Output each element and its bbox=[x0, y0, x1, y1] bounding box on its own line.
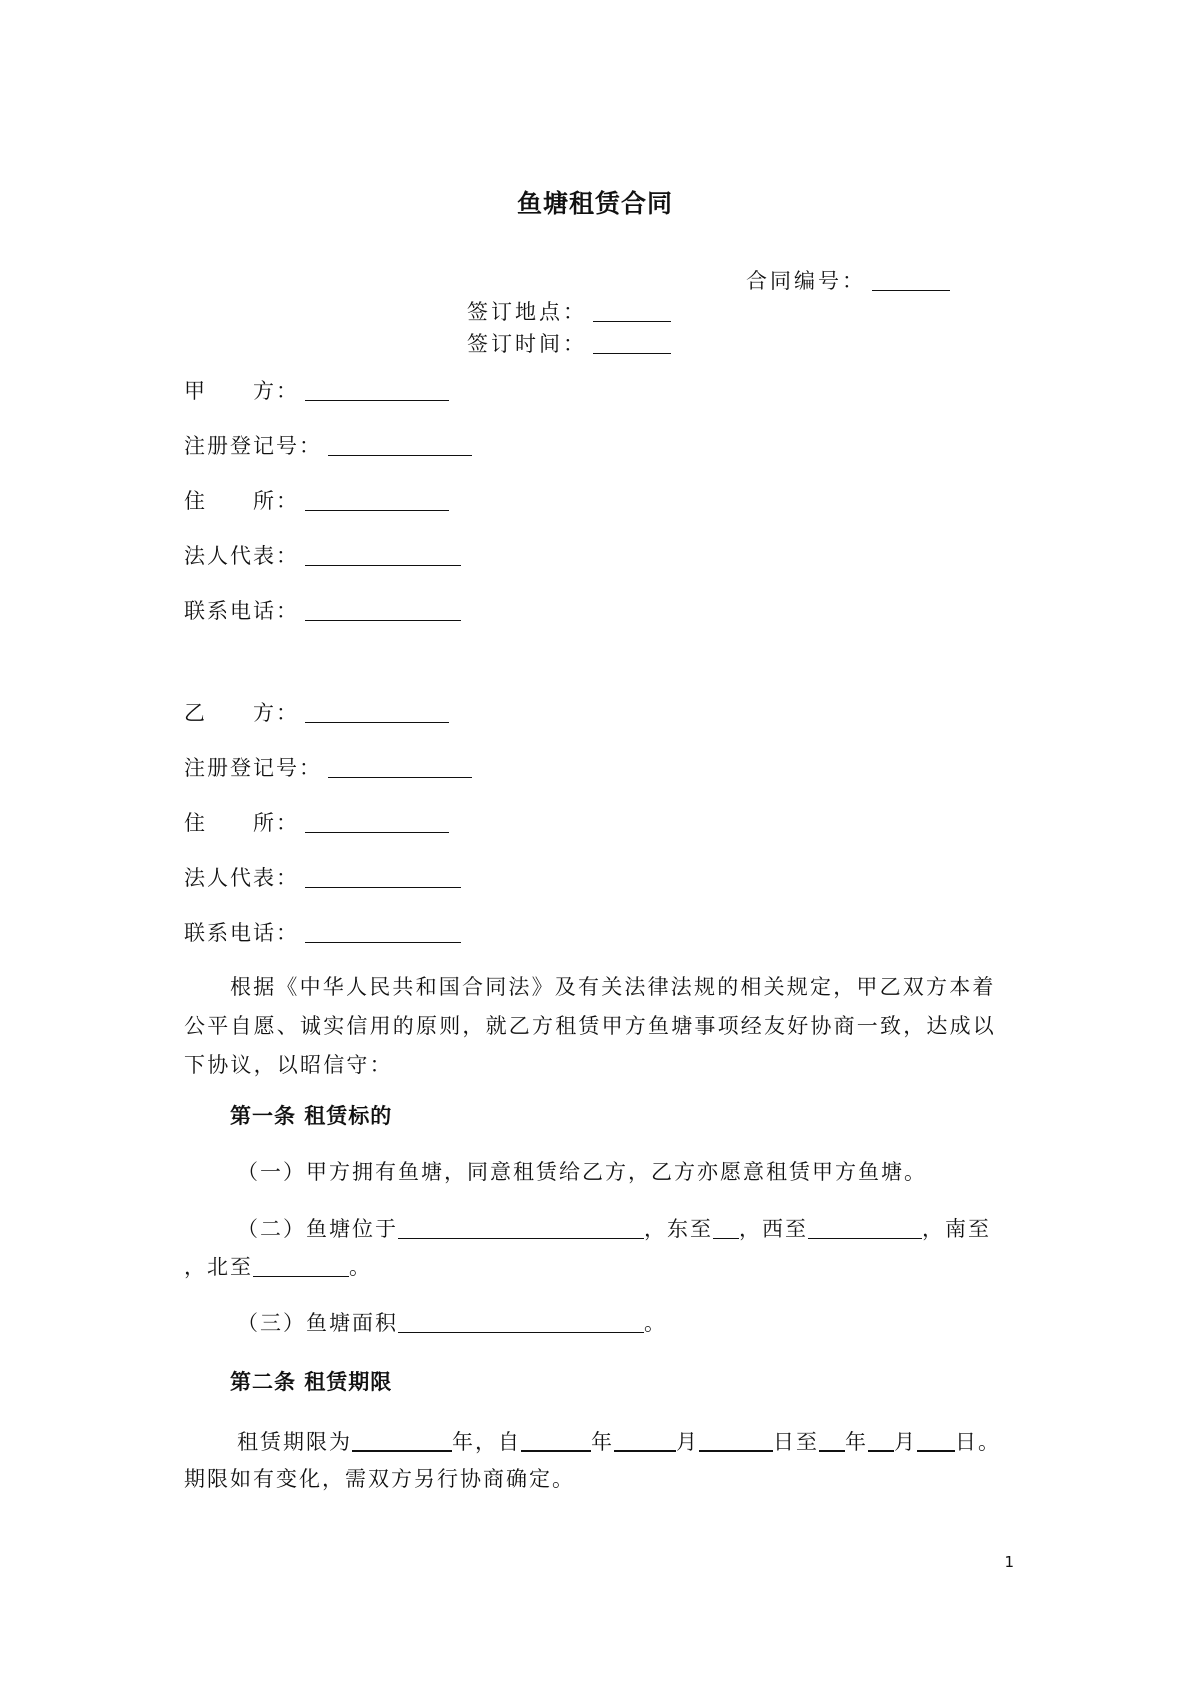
party-b-rep-blank[interactable] bbox=[305, 867, 461, 888]
sign-place-blank[interactable] bbox=[593, 301, 671, 322]
intro-paragraph: 根据《中华人民共和国合同法》及有关法律法规的相关规定，甲乙双方本着公平自愿、诚实信用的原则，就乙方租赁甲方鱼塘事项经友好协商一致，达成以下协议，以昭信守： bbox=[184, 975, 996, 1077]
party-b-phone-blank[interactable] bbox=[305, 922, 461, 943]
party-b-name-label: 乙 方： bbox=[184, 701, 299, 725]
party-a-name-blank[interactable] bbox=[305, 380, 449, 401]
location-blank[interactable] bbox=[398, 1218, 644, 1239]
start-month-unit: 月 bbox=[676, 1430, 699, 1454]
start-month-blank[interactable] bbox=[614, 1430, 676, 1452]
end-year-unit: 年 bbox=[845, 1430, 868, 1454]
start-year-blank[interactable] bbox=[521, 1430, 591, 1452]
north-blank[interactable] bbox=[253, 1256, 349, 1277]
term-from: ，自 bbox=[475, 1430, 521, 1454]
item-2-north: ，北至 bbox=[184, 1255, 253, 1279]
term-prefix: 租赁期限为 bbox=[237, 1430, 352, 1454]
party-b-phone-label: 联系电话： bbox=[184, 921, 299, 945]
sign-time-label: 签订时间： bbox=[467, 332, 587, 356]
sign-place-label: 签订地点： bbox=[467, 300, 587, 324]
article-1-item-1: （一）甲方拥有鱼塘，同意租赁给乙方，乙方亦愿意租赁甲方鱼塘。 bbox=[237, 1160, 927, 1184]
area-blank[interactable] bbox=[398, 1312, 644, 1333]
item-2-south: ，南至 bbox=[922, 1217, 991, 1241]
party-a-name-label: 甲 方： bbox=[184, 379, 299, 403]
east-blank[interactable] bbox=[713, 1218, 739, 1239]
party-a-addr-blank[interactable] bbox=[305, 490, 449, 511]
article-2-term-note: 期限如有变化，需双方另行协商确定。 bbox=[184, 1467, 575, 1491]
sign-place-line bbox=[467, 301, 671, 323]
item-3-end: 。 bbox=[644, 1311, 667, 1335]
party-a-phone-label: 联系电话： bbox=[184, 599, 299, 623]
party-a-rep-blank[interactable] bbox=[305, 545, 461, 566]
party-a-phone-blank[interactable] bbox=[305, 600, 461, 621]
article-1-item-2-line-2 bbox=[184, 1256, 372, 1278]
contract-number-blank[interactable] bbox=[872, 270, 950, 291]
party-b-addr-label: 住 所： bbox=[184, 811, 299, 835]
end-month-blank[interactable] bbox=[868, 1430, 894, 1452]
party-b-addr-line bbox=[184, 812, 449, 834]
end-day-unit: 日。 bbox=[955, 1430, 1001, 1454]
contract-number-line bbox=[746, 270, 950, 292]
west-blank[interactable] bbox=[808, 1218, 922, 1239]
end-year-blank[interactable] bbox=[819, 1430, 845, 1452]
item-2-end: 。 bbox=[349, 1255, 372, 1279]
party-b-reg-blank[interactable] bbox=[328, 757, 472, 778]
document-title: 鱼塘租赁合同 bbox=[516, 189, 673, 218]
article-1-item-2-line-1 bbox=[237, 1218, 991, 1240]
party-a-name-line bbox=[184, 380, 449, 402]
page-number: 1 bbox=[1004, 1553, 1014, 1571]
party-b-rep-label: 法人代表： bbox=[184, 866, 299, 890]
party-a-reg-line bbox=[184, 435, 472, 457]
end-month-unit: 月 bbox=[894, 1430, 917, 1454]
party-a-addr-label: 住 所： bbox=[184, 489, 299, 513]
party-b-reg-label: 注册登记号： bbox=[184, 756, 322, 780]
party-b-name-blank[interactable] bbox=[305, 702, 449, 723]
party-a-reg-label: 注册登记号： bbox=[184, 434, 322, 458]
item-3-prefix: （三）鱼塘面积 bbox=[237, 1311, 398, 1335]
article-1-item-3 bbox=[237, 1312, 667, 1334]
item-2-west: ，西至 bbox=[739, 1217, 808, 1241]
party-a-rep-line bbox=[184, 545, 461, 567]
party-b-phone-line bbox=[184, 922, 461, 944]
article-2-heading: 第二条 租赁期限 bbox=[230, 1370, 393, 1394]
start-year-unit: 年 bbox=[591, 1430, 614, 1454]
party-b-rep-line bbox=[184, 867, 461, 889]
item-2-east: ，东至 bbox=[644, 1217, 713, 1241]
party-b-name-line bbox=[184, 702, 449, 724]
party-a-rep-label: 法人代表： bbox=[184, 544, 299, 568]
party-b-addr-blank[interactable] bbox=[305, 812, 449, 833]
start-day-to: 日至 bbox=[773, 1430, 819, 1454]
start-day-blank[interactable] bbox=[699, 1430, 773, 1452]
party-b-reg-line bbox=[184, 757, 472, 779]
party-a-addr-line bbox=[184, 490, 449, 512]
contract-number-label: 合同编号： bbox=[746, 269, 866, 293]
article-2-term-line bbox=[237, 1430, 1001, 1453]
party-a-phone-line bbox=[184, 600, 461, 622]
sign-time-line bbox=[467, 333, 671, 355]
term-years-blank[interactable] bbox=[352, 1430, 452, 1452]
item-2-prefix: （二）鱼塘位于 bbox=[237, 1217, 398, 1241]
article-1-heading: 第一条 租赁标的 bbox=[230, 1104, 393, 1128]
end-day-blank[interactable] bbox=[917, 1430, 955, 1452]
sign-time-blank[interactable] bbox=[593, 333, 671, 354]
term-year-unit: 年 bbox=[452, 1430, 475, 1454]
party-a-reg-blank[interactable] bbox=[328, 435, 472, 456]
